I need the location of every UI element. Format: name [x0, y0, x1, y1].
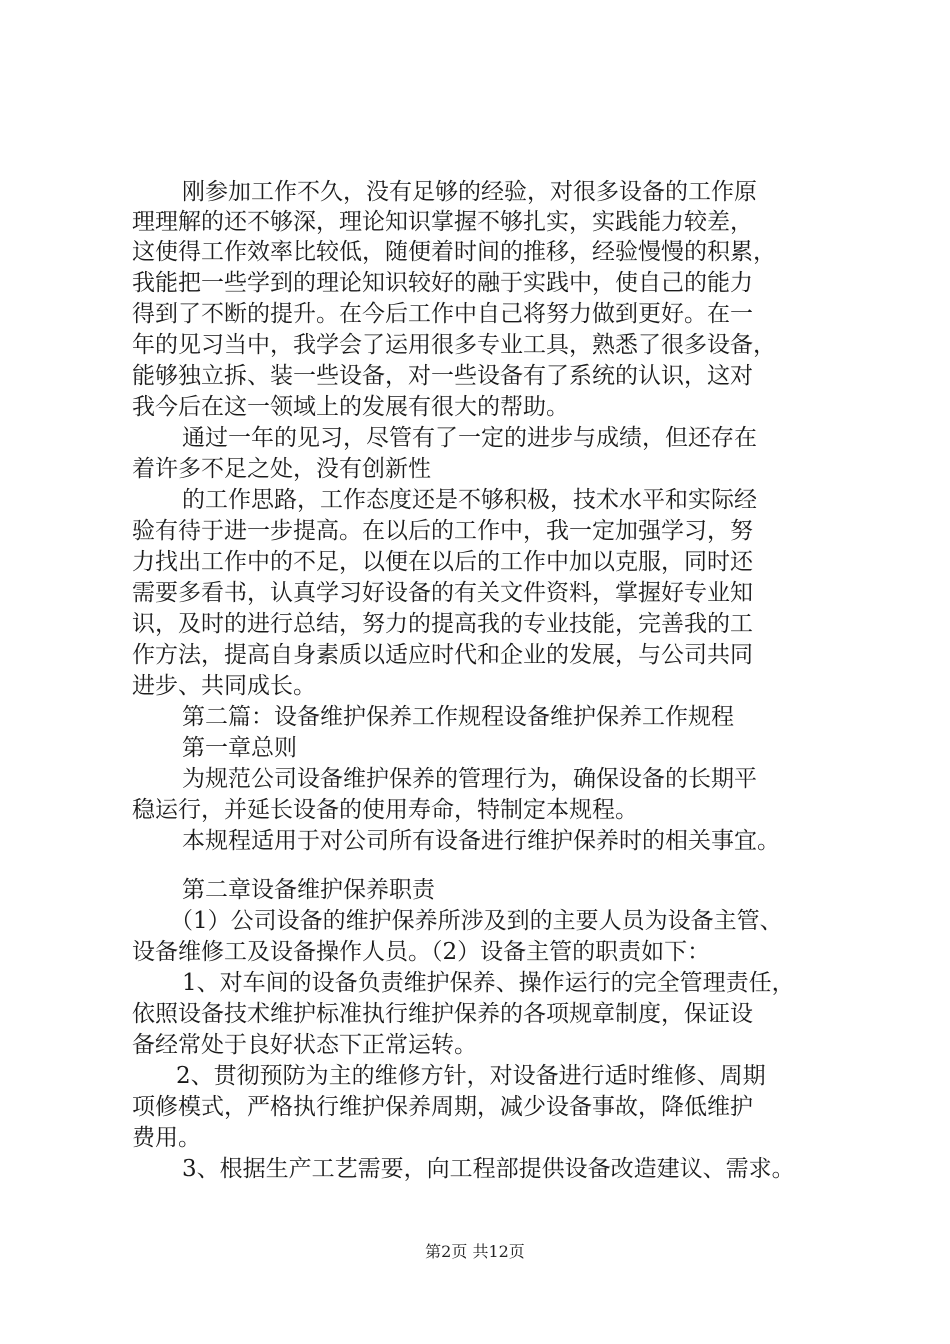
text-line: 我能把一些学到的理论知识较好的融于实践中，使自己的能力 — [132, 270, 753, 296]
chapter-heading: 第二章设备维护保养职责 — [182, 877, 435, 903]
chapter-heading: 第一章总则 — [182, 735, 297, 761]
text-line: 能够独立拆、装一些设备，对一些设备有了系统的认识，这对 — [132, 363, 753, 389]
text-line: 为规范公司设备维护保养的管理行为，确保设备的长期平 — [182, 766, 757, 792]
text-line: 通过一年的见习，尽管有了一定的进步与成绩，但还存在 — [182, 425, 757, 451]
text-line: 的工作思路，工作态度还是不够积极，技术水平和实际经 — [182, 487, 757, 513]
text-line: 我今后在这一领域上的发展有很大的帮助。 — [132, 394, 569, 420]
text-line: 年的见习当中，我学会了运用很多专业工具，熟悉了很多设备， — [132, 332, 776, 358]
section-heading: 第二篇：设备维护保养工作规程设备维护保养工作规程 — [182, 704, 734, 730]
list-item: 1、对车间的设备负责维护保养、操作运行的完全管理责任， — [182, 970, 795, 996]
text-line: 设备维修工及设备操作人员。（2）设备主管的职责如下： — [132, 939, 711, 965]
list-item: 3、根据生产工艺需要，向工程部提供设备改造建议、需求。 — [182, 1156, 795, 1182]
text-line: 验有待于进一步提高。在以后的工作中，我一定加强学习，努 — [132, 518, 753, 544]
text-line: 得到了不断的提升。在今后工作中自己将努力做到更好。在一 — [132, 301, 753, 327]
text-line: 备经常处于良好状态下正常运转。 — [132, 1032, 477, 1058]
text-line: 这使得工作效率比较低，随便着时间的推移，经验慢慢的积累， — [132, 239, 776, 265]
text-line: 理理解的还不够深，理论知识掌握不够扎实，实践能力较差， — [132, 209, 753, 235]
text-line: （1）公司设备的维护保养所涉及到的主要人员为设备主管、 — [170, 908, 783, 934]
text-line: 需要多看书，认真学习好设备的有关文件资料，掌握好专业知 — [132, 580, 753, 606]
text-line: 费用。 — [132, 1125, 201, 1151]
text-line: 本规程适用于对公司所有设备进行维护保养时的相关事宜。 — [182, 828, 780, 854]
text-line: 进步、共同成长。 — [132, 673, 316, 699]
text-line: 作方法，提高自身素质以适应时代和企业的发展，与公司共同 — [132, 642, 753, 668]
text-line: 稳运行，并延长设备的使用寿命，特制定本规程。 — [132, 797, 638, 823]
list-item: 2、贯彻预防为主的维修方针，对设备进行适时维修、周期 — [176, 1063, 766, 1089]
page-number-footer: 第2页 共12页 — [425, 1242, 525, 1261]
text-line: 依照设备技术维护标准执行维护保养的各项规章制度，保证设 — [132, 1001, 753, 1027]
text-line: 力找出工作中的不足，以便在以后的工作中加以克服，同时还 — [132, 549, 753, 575]
text-line: 项修模式，严格执行维护保养周期，减少设备事故，降低维护 — [132, 1094, 753, 1120]
text-line: 着许多不足之处，没有创新性 — [132, 456, 431, 482]
text-line: 识，及时的进行总结，努力的提高我的专业技能，完善我的工 — [132, 611, 753, 637]
text-line: 刚参加工作不久，没有足够的经验，对很多设备的工作原 — [182, 179, 757, 205]
